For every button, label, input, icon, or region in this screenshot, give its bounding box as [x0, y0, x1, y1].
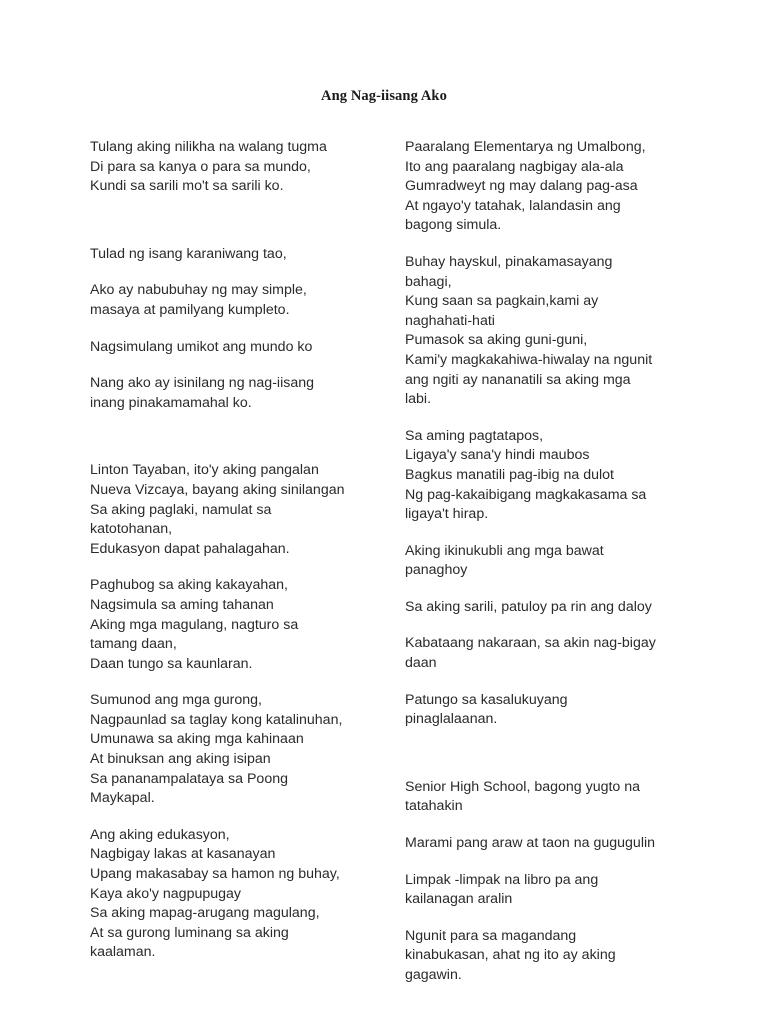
poem-line: Nueva Vizcaya, bayang aking sinilangan: [90, 481, 345, 498]
poem-stanza: [405, 253, 695, 410]
poem-line: pinaglalaanan.: [405, 711, 498, 728]
poem-line: kaalaman.: [90, 944, 156, 961]
poem-line: Buhay hayskul, pinakamasayang: [405, 253, 613, 270]
poem-line: tatahakin: [405, 798, 463, 815]
poem-line: Ako ay nabubuhay ng may simple,: [90, 282, 307, 299]
poem-stanza: [405, 834, 695, 854]
poem-line: Patungo sa kasalukuyang: [405, 691, 568, 708]
poem-line: labi.: [405, 391, 432, 408]
poem-stanza: [405, 927, 695, 986]
poem-line: Senior High School, bagong yugto na: [405, 778, 641, 795]
poem-line: kailanagan aralin: [405, 891, 513, 908]
poem-line: inang pinakamamahal ko.: [90, 394, 252, 411]
poem-stanza: [90, 245, 380, 265]
poem-stanza: [90, 576, 380, 674]
poem-stanza: [90, 281, 380, 320]
poem-line: At ngayo'y tatahak, lalandasin ang: [405, 197, 621, 214]
poem-line: masaya at pamilyang kumpleto.: [90, 301, 290, 318]
poem-line: Tulang aking nilikha na walang tugma: [90, 139, 327, 155]
poem-line: Ligaya'y sana'y hindi maubos: [405, 447, 590, 464]
poem-line: gagawin.: [405, 967, 462, 983]
poem-line: bagong simula.: [405, 217, 502, 234]
poem-line: Ngunit para sa magandang: [405, 927, 577, 944]
poem-line: Sumunod ang mga gurong,: [90, 692, 262, 709]
poem-line: Daan tungo sa kaunlaran.: [90, 655, 253, 672]
poem-line: kinabukasan, ahat ng ito ay aking: [405, 947, 616, 964]
poem-column-right: [405, 138, 695, 1003]
poem-stanza: [90, 826, 380, 963]
poem-line: Nagpaunlad sa taglay kong katalinuhan,: [90, 711, 343, 728]
poem-line: Sa aking mapag-arugang magulang,: [90, 905, 320, 922]
poem-stanza: [90, 138, 380, 197]
poem-stanza: [405, 634, 695, 673]
poem-line: Tulad ng isang karaniwang tao,: [90, 245, 287, 262]
poem-stanza: [90, 691, 380, 809]
poem-line: Ang aking edukasyon,: [90, 826, 230, 843]
poem-line: Kaya ako'y nagpupugay: [90, 885, 242, 902]
poem-stanza: [405, 871, 695, 910]
poem-line: Edukasyon dapat pahalagahan.: [90, 540, 290, 557]
poem-stanza: [90, 374, 380, 413]
poem-line: At sa gurong luminang sa aking: [90, 924, 289, 941]
poem-line: Ito ang paaralang nagbigay ala-ala: [405, 158, 624, 175]
poem-line: Paghubog sa aking kakayahan,: [90, 577, 288, 594]
poem-column-left: [90, 138, 380, 980]
poem-line: Di para sa kanya o para sa mundo,: [90, 158, 311, 175]
poem-stanza: [405, 138, 695, 236]
poem-stanza: [405, 778, 695, 817]
poem-line: Ng pag-kakaibigang magkakasama sa: [405, 486, 647, 503]
poem-line: ligaya't hirap.: [405, 506, 489, 523]
poem-line: Marami pang araw at taon na gugugulin: [405, 835, 656, 852]
poem-line: Sa aking paglaki, namulat sa: [90, 501, 272, 518]
poem-line: Limpak -limpak na libro pa ang: [405, 871, 599, 888]
poem-line: Gumradweyt ng may dalang pag-asa: [405, 178, 638, 195]
poem-line: Bagkus manatili pag-ibig na dulot: [405, 466, 615, 483]
poem-line: Kundi sa sarili mo't sa sarili ko.: [90, 178, 284, 195]
poem-line: Aking mga magulang, nagturo sa: [90, 616, 299, 633]
poem-line: katotohanan,: [90, 521, 173, 538]
poem-stanza: [90, 338, 380, 358]
poem-line: Paaralang Elementarya ng Umalbong,: [405, 139, 646, 155]
poem-line: Sa pananampalataya sa Poong: [90, 770, 288, 787]
poem-line: Kung saan sa pagkain,kami ay: [405, 293, 599, 310]
poem-line: Nang ako ay isinilang ng nag-iisang: [90, 375, 314, 392]
poem-line: Upang makasabay sa hamon ng buhay,: [90, 866, 340, 883]
poem-line: Maykapal.: [90, 790, 155, 807]
poem-line: Pumasok sa aking guni-guni,: [405, 332, 588, 349]
poem-line: tamang daan,: [90, 636, 177, 653]
poem-stanza: [405, 598, 695, 618]
poem-line: Nagbigay lakas at kasanayan: [90, 846, 276, 863]
poem-line: Sa aking sarili, patuloy pa rin ang daloy: [405, 598, 652, 615]
poem-line: Sa aming pagtatapos,: [405, 427, 544, 444]
poem-stanza: [90, 461, 380, 559]
poem-line: Kabataang nakaraan, sa akin nag-bigay: [405, 635, 656, 652]
poem-line: Nagsimulang umikot ang mundo ko: [90, 338, 313, 355]
poem-line: At binuksan ang aking isipan: [90, 751, 271, 768]
poem-stanza: [405, 427, 695, 525]
poem-line: Linton Tayaban, ito'y aking pangalan: [90, 462, 319, 479]
poem-line: Nagsimula sa aming tahanan: [90, 596, 274, 613]
poem-line: Kami'y magkakahiwa-hiwalay na ngunit: [405, 351, 653, 368]
poem-line: naghahati-hati: [405, 312, 495, 329]
poem-line: panaghoy: [405, 562, 468, 579]
poem-stanza: [405, 542, 695, 581]
page-title: Ang Nag-iisang Ako: [321, 88, 447, 104]
poem-stanza: [405, 691, 695, 730]
poem-line: Umunawa sa aking mga kahinaan: [90, 731, 304, 748]
poem-line: Aking ikinukubli ang mga bawat: [405, 542, 604, 559]
poem-line: bahagi,: [405, 273, 452, 290]
poem-line: daan: [405, 655, 437, 672]
poem-line: ang ngiti ay nananatili sa aking mga: [405, 371, 631, 388]
